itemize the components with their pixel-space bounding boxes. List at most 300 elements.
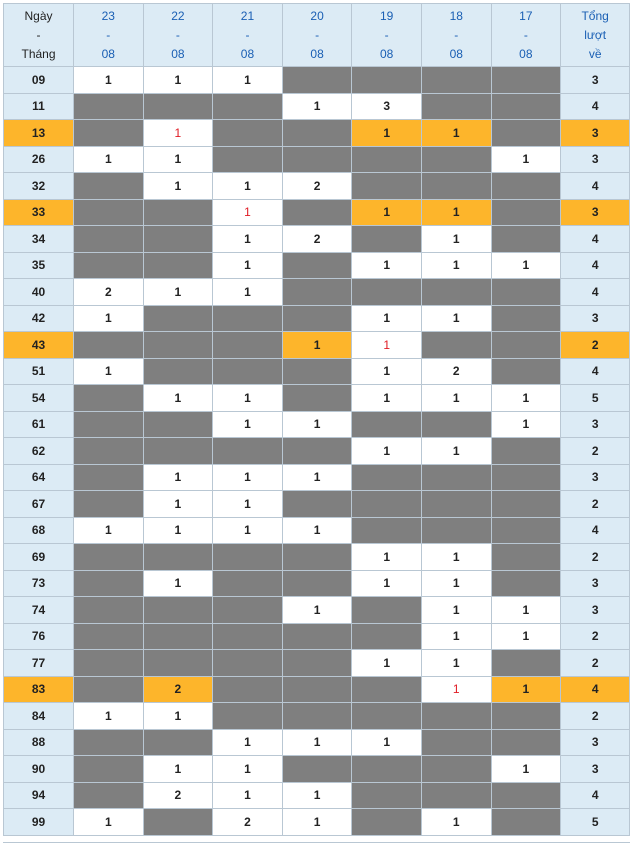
count-cell: 1: [491, 676, 561, 703]
empty-cell: [352, 597, 422, 624]
table-row: [4, 120, 630, 147]
empty-cell: [282, 199, 352, 226]
count-cell: 1: [491, 623, 561, 650]
row-total-cell: 3: [561, 120, 630, 147]
count-cell: 1: [213, 782, 283, 809]
count-cell: 1: [143, 464, 213, 491]
empty-cell: [74, 756, 144, 783]
count-cell: 1: [421, 385, 491, 412]
empty-cell: [143, 809, 213, 836]
count-cell: 1: [143, 146, 213, 173]
row-number-cell: 90: [4, 756, 74, 783]
count-cell: 1: [74, 809, 144, 836]
table-row: [4, 93, 630, 120]
empty-cell: [352, 146, 422, 173]
count-cell: 1: [282, 517, 352, 544]
row-number-cell: 84: [4, 703, 74, 730]
row-number-cell: 67: [4, 491, 74, 518]
empty-cell: [74, 385, 144, 412]
row-number-cell: 62: [4, 438, 74, 465]
empty-cell: [143, 93, 213, 120]
count-cell: 1: [421, 120, 491, 147]
empty-cell: [74, 464, 144, 491]
count-cell: 1: [421, 650, 491, 677]
empty-cell: [491, 517, 561, 544]
table-row: [4, 279, 630, 306]
row-total-cell: 3: [561, 464, 630, 491]
empty-cell: [282, 252, 352, 279]
row-number-cell: 34: [4, 226, 74, 253]
empty-cell: [213, 93, 283, 120]
empty-cell: [213, 650, 283, 677]
count-cell: 1: [143, 279, 213, 306]
empty-cell: [491, 570, 561, 597]
date-header-1: [143, 4, 213, 67]
row-total-cell: 2: [561, 544, 630, 571]
count-cell: 1: [282, 411, 352, 438]
header-text: 21: [240, 8, 255, 23]
header-text: -: [384, 27, 389, 42]
table-row: [4, 358, 630, 385]
empty-cell: [352, 703, 422, 730]
empty-cell: [74, 544, 144, 571]
row-total-cell: 3: [561, 411, 630, 438]
empty-cell: [421, 67, 491, 94]
empty-cell: [213, 305, 283, 332]
count-cell: 1: [352, 544, 422, 571]
row-number-cell: 76: [4, 623, 74, 650]
count-cell: 1: [213, 279, 283, 306]
header-text: Ngày: [24, 8, 53, 23]
date-column-header: [4, 4, 74, 67]
row-number-cell: 35: [4, 252, 74, 279]
count-cell: 1: [491, 756, 561, 783]
row-number-cell: 32: [4, 173, 74, 200]
empty-cell: [282, 703, 352, 730]
count-cell: 1: [282, 809, 352, 836]
empty-cell: [213, 676, 283, 703]
count-cell: 1: [282, 729, 352, 756]
count-cell: 1: [213, 756, 283, 783]
header-text: 08: [240, 46, 255, 61]
table-row: [4, 623, 630, 650]
empty-cell: [143, 623, 213, 650]
empty-cell: [143, 597, 213, 624]
count-cell: 1: [74, 146, 144, 173]
count-cell: 1: [282, 597, 352, 624]
row-total-cell: 2: [561, 623, 630, 650]
count-cell: 1: [143, 67, 213, 94]
row-number-cell: 68: [4, 517, 74, 544]
count-cell: 1: [282, 464, 352, 491]
header-text: -: [315, 27, 320, 42]
row-total-cell: 2: [561, 491, 630, 518]
empty-cell: [143, 411, 213, 438]
row-total-cell: 2: [561, 438, 630, 465]
empty-cell: [352, 491, 422, 518]
count-cell: 1: [143, 491, 213, 518]
empty-cell: [421, 93, 491, 120]
count-cell: 1: [213, 226, 283, 253]
count-cell: 1: [491, 385, 561, 412]
empty-cell: [213, 623, 283, 650]
row-total-cell: 5: [561, 385, 630, 412]
empty-cell: [282, 570, 352, 597]
count-cell: 1: [352, 650, 422, 677]
header-text: 08: [171, 46, 185, 61]
empty-cell: [213, 570, 283, 597]
empty-cell: [282, 756, 352, 783]
count-cell: 1: [213, 729, 283, 756]
count-cell: 1: [352, 729, 422, 756]
empty-cell: [491, 199, 561, 226]
empty-cell: [421, 729, 491, 756]
row-total-cell: 2: [561, 650, 630, 677]
empty-cell: [282, 120, 352, 147]
count-cell: 1: [213, 173, 283, 200]
row-total-cell: 4: [561, 93, 630, 120]
count-cell: 2: [213, 809, 283, 836]
row-number-cell: 43: [4, 332, 74, 359]
empty-cell: [421, 517, 491, 544]
empty-cell: [74, 782, 144, 809]
header-text: 08: [379, 46, 394, 61]
empty-cell: [213, 120, 283, 147]
row-total-cell: 2: [561, 332, 630, 359]
empty-cell: [282, 358, 352, 385]
empty-cell: [74, 226, 144, 253]
table-row: [4, 67, 630, 94]
empty-cell: [352, 623, 422, 650]
empty-cell: [491, 809, 561, 836]
empty-cell: [143, 252, 213, 279]
empty-cell: [282, 650, 352, 677]
count-cell: 1: [421, 570, 491, 597]
row-total-cell: 4: [561, 252, 630, 279]
empty-cell: [213, 703, 283, 730]
row-total-cell: 2: [561, 703, 630, 730]
row-number-cell: 11: [4, 93, 74, 120]
empty-cell: [282, 491, 352, 518]
empty-cell: [491, 729, 561, 756]
row-total-cell: 4: [561, 517, 630, 544]
empty-cell: [421, 411, 491, 438]
row-total-cell: 4: [561, 226, 630, 253]
empty-cell: [74, 676, 144, 703]
empty-cell: [143, 650, 213, 677]
empty-cell: [74, 173, 144, 200]
table-bottom-border: [3, 842, 630, 843]
empty-cell: [213, 438, 283, 465]
table-row: [4, 411, 630, 438]
count-cell: 2: [282, 226, 352, 253]
empty-cell: [74, 199, 144, 226]
count-cell: 1: [143, 173, 213, 200]
table-row: [4, 756, 630, 783]
table-row: [4, 729, 630, 756]
empty-cell: [143, 226, 213, 253]
table-row: [4, 464, 630, 491]
count-cell: 1: [74, 703, 144, 730]
row-number-cell: 42: [4, 305, 74, 332]
empty-cell: [491, 332, 561, 359]
count-cell: 1: [352, 438, 422, 465]
header-text: 08: [101, 46, 115, 61]
empty-cell: [352, 279, 422, 306]
empty-cell: [143, 199, 213, 226]
row-total-cell: 3: [561, 305, 630, 332]
row-total-cell: 5: [561, 809, 630, 836]
date-header-2: [213, 4, 283, 67]
empty-cell: [282, 279, 352, 306]
empty-cell: [74, 438, 144, 465]
count-cell: 1: [213, 491, 283, 518]
row-total-cell: 4: [561, 782, 630, 809]
row-total-cell: 4: [561, 279, 630, 306]
header-text: -: [36, 27, 41, 42]
header-text: -: [245, 27, 250, 42]
empty-cell: [213, 332, 283, 359]
empty-cell: [282, 676, 352, 703]
empty-cell: [491, 358, 561, 385]
count-cell: 1: [213, 67, 283, 94]
count-cell: 1: [421, 199, 491, 226]
header-text: 23: [101, 8, 115, 23]
row-total-cell: 3: [561, 146, 630, 173]
count-cell: 1: [143, 570, 213, 597]
empty-cell: [74, 623, 144, 650]
count-cell: 1: [352, 199, 422, 226]
frequency-table-container: [3, 3, 630, 836]
count-cell: 1: [352, 120, 422, 147]
empty-cell: [143, 544, 213, 571]
table-body: [4, 67, 630, 836]
header-text: 17: [519, 8, 533, 23]
header-text: Tổng: [581, 8, 609, 23]
empty-cell: [352, 517, 422, 544]
count-cell: 1: [143, 385, 213, 412]
row-number-cell: 33: [4, 199, 74, 226]
header-text: 08: [310, 46, 324, 61]
empty-cell: [421, 332, 491, 359]
count-cell: 1: [421, 623, 491, 650]
empty-cell: [143, 358, 213, 385]
empty-cell: [491, 438, 561, 465]
row-number-cell: 94: [4, 782, 74, 809]
header-text: 20: [310, 8, 324, 23]
empty-cell: [143, 305, 213, 332]
count-cell: 1: [74, 517, 144, 544]
count-cell: 1: [421, 676, 491, 703]
empty-cell: [282, 305, 352, 332]
count-cell: 1: [282, 782, 352, 809]
count-cell: 1: [421, 305, 491, 332]
row-total-cell: 3: [561, 729, 630, 756]
count-cell: 1: [421, 597, 491, 624]
count-cell: 1: [213, 464, 283, 491]
row-number-cell: 26: [4, 146, 74, 173]
empty-cell: [352, 67, 422, 94]
count-cell: 1: [74, 305, 144, 332]
empty-cell: [491, 650, 561, 677]
empty-cell: [213, 146, 283, 173]
empty-cell: [352, 782, 422, 809]
total-column-header: [561, 4, 630, 67]
count-cell: 3: [352, 93, 422, 120]
header-text: 19: [379, 8, 394, 23]
table-row: [4, 782, 630, 809]
count-cell: 1: [143, 756, 213, 783]
count-cell: 1: [74, 67, 144, 94]
table-row: [4, 650, 630, 677]
empty-cell: [74, 332, 144, 359]
table-row: [4, 597, 630, 624]
count-cell: 1: [421, 809, 491, 836]
count-cell: 1: [143, 120, 213, 147]
row-number-cell: 40: [4, 279, 74, 306]
count-cell: 1: [491, 411, 561, 438]
date-header-3: [282, 4, 352, 67]
date-header-6: [491, 4, 561, 67]
empty-cell: [352, 226, 422, 253]
row-total-cell: 3: [561, 199, 630, 226]
empty-cell: [74, 597, 144, 624]
row-total-cell: 3: [561, 597, 630, 624]
count-cell: 1: [213, 385, 283, 412]
empty-cell: [421, 782, 491, 809]
empty-cell: [143, 332, 213, 359]
header-text: -: [175, 27, 180, 42]
count-cell: 1: [143, 703, 213, 730]
count-cell: 1: [352, 570, 422, 597]
header-text: -: [523, 27, 528, 42]
row-total-cell: 3: [561, 570, 630, 597]
empty-cell: [143, 438, 213, 465]
header-text: 22: [171, 8, 185, 23]
header-text: về: [588, 46, 602, 61]
empty-cell: [74, 491, 144, 518]
count-cell: 1: [213, 199, 283, 226]
empty-cell: [491, 120, 561, 147]
empty-cell: [143, 729, 213, 756]
header-text: 08: [449, 46, 463, 61]
empty-cell: [352, 464, 422, 491]
empty-cell: [421, 173, 491, 200]
header-text: 08: [519, 46, 533, 61]
empty-cell: [74, 120, 144, 147]
row-total-cell: 4: [561, 173, 630, 200]
date-header-0: [74, 4, 144, 67]
table-header-row: [4, 4, 630, 67]
table-row: [4, 703, 630, 730]
count-cell: 1: [282, 93, 352, 120]
count-cell: 2: [74, 279, 144, 306]
row-number-cell: 61: [4, 411, 74, 438]
empty-cell: [352, 756, 422, 783]
empty-cell: [491, 279, 561, 306]
date-header-5: [421, 4, 491, 67]
row-number-cell: 64: [4, 464, 74, 491]
empty-cell: [74, 411, 144, 438]
table-row: [4, 491, 630, 518]
empty-cell: [74, 570, 144, 597]
count-cell: 1: [352, 305, 422, 332]
empty-cell: [491, 173, 561, 200]
table-row: [4, 809, 630, 836]
count-cell: 1: [213, 252, 283, 279]
count-cell: 1: [421, 252, 491, 279]
row-number-cell: 13: [4, 120, 74, 147]
header-text: -: [454, 27, 459, 42]
row-total-cell: 3: [561, 67, 630, 94]
empty-cell: [213, 597, 283, 624]
count-cell: 2: [143, 782, 213, 809]
table-row: [4, 570, 630, 597]
empty-cell: [74, 93, 144, 120]
empty-cell: [282, 385, 352, 412]
empty-cell: [421, 146, 491, 173]
table-row: [4, 385, 630, 412]
empty-cell: [421, 756, 491, 783]
empty-cell: [491, 782, 561, 809]
empty-cell: [213, 544, 283, 571]
row-total-cell: 3: [561, 756, 630, 783]
empty-cell: [491, 67, 561, 94]
table-row: [4, 332, 630, 359]
empty-cell: [491, 305, 561, 332]
table-row: [4, 305, 630, 332]
count-cell: 1: [421, 544, 491, 571]
row-number-cell: 09: [4, 67, 74, 94]
empty-cell: [491, 93, 561, 120]
row-number-cell: 99: [4, 809, 74, 836]
empty-cell: [282, 146, 352, 173]
row-number-cell: 73: [4, 570, 74, 597]
frequency-table: [3, 3, 630, 836]
table-row: [4, 544, 630, 571]
row-number-cell: 69: [4, 544, 74, 571]
row-number-cell: 54: [4, 385, 74, 412]
count-cell: 2: [143, 676, 213, 703]
count-cell: 2: [282, 173, 352, 200]
header-text: 18: [449, 8, 463, 23]
date-header-4: [352, 4, 422, 67]
count-cell: 1: [491, 597, 561, 624]
empty-cell: [421, 703, 491, 730]
row-number-cell: 83: [4, 676, 74, 703]
count-cell: 1: [213, 517, 283, 544]
count-cell: 1: [491, 252, 561, 279]
empty-cell: [282, 67, 352, 94]
row-total-cell: 4: [561, 676, 630, 703]
row-total-cell: 4: [561, 358, 630, 385]
empty-cell: [421, 464, 491, 491]
count-cell: 1: [352, 385, 422, 412]
empty-cell: [282, 438, 352, 465]
row-number-cell: 74: [4, 597, 74, 624]
count-cell: 2: [421, 358, 491, 385]
table-row: [4, 173, 630, 200]
header-text: -: [106, 27, 111, 42]
table-row: [4, 252, 630, 279]
count-cell: 1: [213, 411, 283, 438]
empty-cell: [491, 544, 561, 571]
count-cell: 1: [352, 252, 422, 279]
table-row: [4, 438, 630, 465]
row-number-cell: 51: [4, 358, 74, 385]
empty-cell: [74, 650, 144, 677]
empty-cell: [352, 676, 422, 703]
